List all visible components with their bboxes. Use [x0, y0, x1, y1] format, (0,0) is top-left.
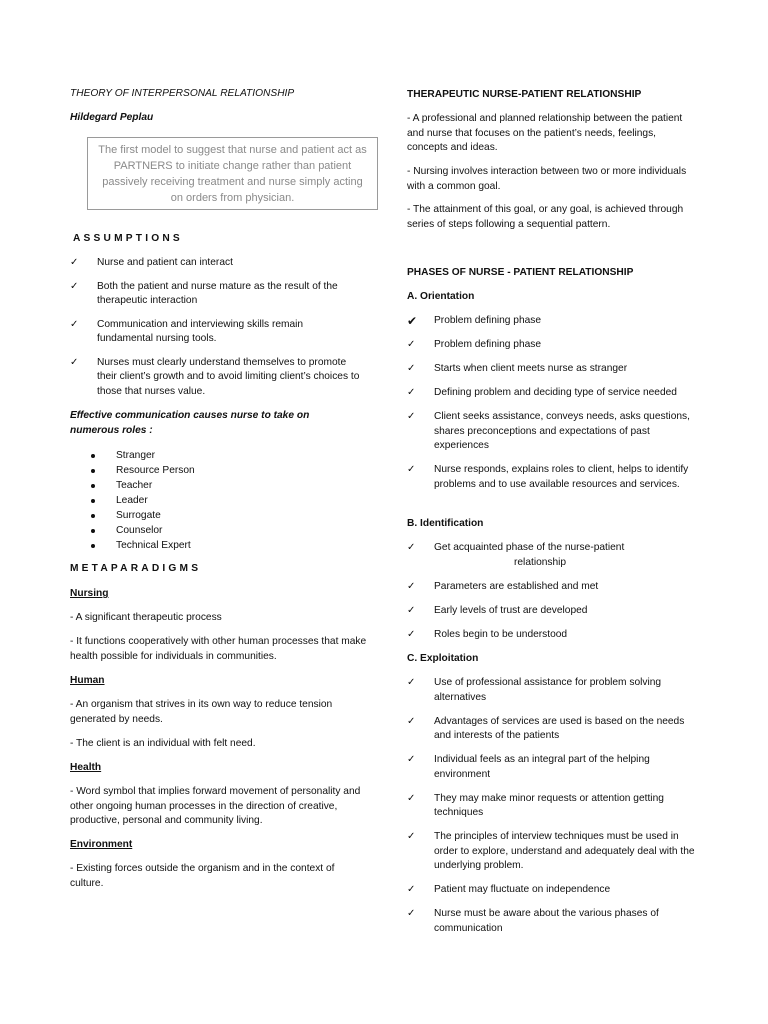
- role-item: Surrogate: [91, 508, 291, 523]
- human-heading: Human: [70, 675, 105, 686]
- environment-heading: Environment: [70, 839, 133, 850]
- exploitation-item: ✓ Nurse must be aware about the various phases of communication: [407, 908, 659, 934]
- metaparadigms-heading: METAPARADIGMS: [70, 563, 202, 574]
- identification-heading: B. Identification: [407, 518, 484, 529]
- check-icon: ✓: [407, 908, 416, 919]
- role-item: Resource Person: [91, 463, 291, 478]
- roles-intro: Effective communication causes nurse to take on numerous roles :: [70, 410, 310, 436]
- exploitation-list: [407, 676, 697, 936]
- human-text-2: - The client is an individual with felt need.: [70, 738, 256, 749]
- check-icon: ✓: [407, 754, 416, 765]
- check-icon: ✓: [407, 792, 416, 804]
- assumption-text: Nurse and patient can interact: [97, 257, 233, 268]
- check-icon: ✓: [407, 363, 416, 374]
- definition-text: The first model to suggest that nurse and patient act as PARTNERS to initiate change rather than patient passively receiving treatment and nurse simply acting on orders from physician.: [98, 144, 367, 204]
- health-heading: Health: [70, 762, 102, 773]
- assumption-item: [70, 318, 360, 347]
- assumption-text: Communication and interviewing skills remain fundamental nursing tools.: [97, 318, 304, 344]
- exploitation-item: ✓ The principles of interview techniques must be used in order to explore, understand and adequately deal with the underlying problem.: [407, 831, 695, 871]
- check-icon: ✓: [407, 339, 416, 350]
- check-icon: ✓: [407, 715, 416, 727]
- exploitation-heading: C. Exploitation: [407, 653, 479, 664]
- bullet-icon: [91, 454, 95, 458]
- nursing-heading: Nursing: [70, 588, 109, 599]
- bullet-icon: [91, 484, 95, 488]
- check-icon: ✓: [70, 318, 79, 330]
- environment-text-1: - Existing forces outside the organism and in the context of culture.: [70, 863, 335, 889]
- tnpr-text-3: - The attainment of this goal, or any goal, is achieved through series of steps following a sequential pattern.: [407, 204, 684, 230]
- role-item: Counselor: [91, 523, 291, 538]
- health-text-1: - Word symbol that implies forward movement of personality and other ongoing human processes in the direction of creative, productive, personal and community living.: [70, 786, 361, 826]
- orientation-item: ✓ Defining problem and deciding type of service needed: [407, 386, 697, 401]
- check-icon: ✓: [70, 257, 79, 268]
- check-icon: ✓: [407, 831, 416, 842]
- nursing-text-2: - It functions cooperatively with other human processes that make health possible for individuals in communities.: [70, 636, 367, 662]
- check-icon: ✓: [407, 387, 416, 398]
- assumptions-heading: ASSUMPTIONS: [73, 233, 183, 244]
- nursing-text-1: - A significant therapeutic process: [70, 612, 222, 623]
- bullet-icon: [91, 529, 95, 533]
- orientation-item: ✓ Client seeks assistance, conveys needs, asks questions, shares preconceptions and expectations of past experiences: [407, 411, 690, 451]
- check-icon: ✓: [70, 356, 79, 368]
- bullet-icon: [91, 514, 95, 518]
- bullet-icon: [91, 499, 95, 503]
- author-name: Hildegard Peplau: [70, 112, 154, 123]
- assumption-item: [70, 256, 360, 271]
- assumption-text: Nurses must clearly understand themselves to promote their client’s growth and to avoid limiting client’s choices to those that nurses value.: [97, 356, 360, 397]
- identification-item: ✓ Early levels of trust are developed: [407, 604, 697, 619]
- definition-box: [87, 137, 378, 210]
- check-icon: ✓: [407, 411, 416, 422]
- role-item: Stranger: [91, 448, 291, 463]
- bullet-icon: [91, 544, 95, 548]
- exploitation-item: ✓ They may make minor requests or attention getting techniques: [407, 792, 664, 818]
- roles-list: [91, 448, 291, 553]
- role-item: Teacher: [91, 478, 291, 493]
- orientation-item: ✔ Problem defining phase: [407, 314, 542, 328]
- identification-item: ✓ Roles begin to be understood: [407, 628, 697, 643]
- tnpr-text-2: - Nursing involves interaction between two or more individuals with a common goal.: [407, 166, 687, 192]
- document-title: THEORY OF INTERPERSONAL RELATIONSHIP: [70, 88, 295, 99]
- check-icon: ✓: [407, 604, 416, 616]
- check-icon: ✔: [407, 314, 418, 328]
- assumption-item: [70, 356, 360, 400]
- identification-item: ✓ Parameters are established and met: [407, 580, 697, 595]
- exploitation-item: ✓ Use of professional assistance for problem solving alternatives: [407, 677, 662, 703]
- exploitation-item: ✓ Advantages of services are used is based on the needs and interests of the patients: [407, 715, 685, 741]
- orientation-item: ✓ Starts when client meets nurse as stranger: [407, 362, 697, 377]
- role-item: Leader: [91, 493, 291, 508]
- exploitation-item: ✓ Patient may fluctuate on independence: [407, 883, 697, 898]
- check-icon: ✓: [407, 628, 416, 640]
- identification-item: ✓ Get acquainted phase of the nurse-patient relationship: [407, 542, 625, 568]
- check-icon: ✓: [407, 542, 416, 553]
- check-icon: ✓: [407, 580, 416, 592]
- tnpr-text-1: - A professional and planned relationship between the patient and nurse that focuses on the patient’s needs, feelings, concepts and ideas.: [407, 113, 683, 153]
- role-item: Technical Expert: [91, 538, 291, 553]
- assumption-text: Both the patient and nurse mature as the result of the therapeutic interaction: [97, 280, 338, 306]
- orientation-item: ✓ Problem defining phase: [407, 338, 697, 353]
- orientation-item: ✓ Nurse responds, explains roles to client, helps to identify problems and to use available resources and services.: [407, 464, 689, 490]
- bullet-icon: [91, 469, 95, 473]
- check-icon: ✓: [70, 280, 79, 292]
- check-icon: ✓: [407, 464, 416, 475]
- orientation-heading: A. Orientation: [407, 291, 475, 302]
- tnpr-heading: THERAPEUTIC NURSE-PATIENT RELATIONSHIP: [407, 89, 642, 100]
- identification-list: [407, 541, 697, 642]
- phases-heading: PHASES OF NURSE - PATIENT RELATIONSHIP: [407, 267, 634, 278]
- check-icon: ✓: [407, 677, 416, 688]
- orientation-list: [407, 314, 697, 492]
- human-text-1: - An organism that strives in its own way to reduce tension generated by needs.: [70, 699, 333, 725]
- exploitation-item: ✓ Individual feels as an integral part of the helping environment: [407, 754, 650, 780]
- assumptions-list: [70, 256, 360, 399]
- check-icon: ✓: [407, 884, 416, 895]
- assumption-item: [70, 280, 360, 309]
